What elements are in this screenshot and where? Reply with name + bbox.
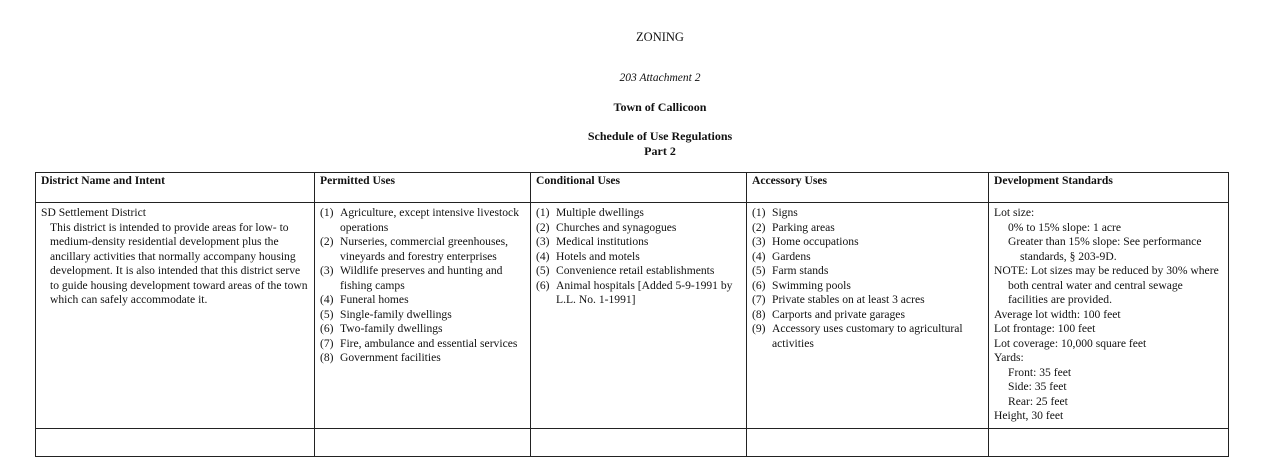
town-name: Town of Callicoon	[613, 100, 707, 114]
column-header: Accessory Uses	[747, 173, 989, 203]
column-header: Conditional Uses	[531, 173, 747, 203]
part-label: Part 2	[644, 144, 676, 158]
list-item: (9) Accessory uses customary to agricultural activities	[752, 322, 963, 350]
list-item: (4) Hotels and motels	[536, 249, 640, 263]
list-item: (4) Funeral homes	[320, 293, 409, 306]
list-item: (1) Multiple dwellings	[536, 206, 644, 219]
table-row	[36, 428, 1229, 456]
list-item: (5) Single-family dwellings	[320, 307, 452, 321]
column-header: District Name and Intent	[36, 173, 315, 203]
list-item: (3) Home occupations	[752, 235, 859, 248]
list-item: (5) Convenience retail establishments	[536, 264, 715, 277]
list-item: (8) Carports and private garages	[752, 307, 905, 321]
list-item: (8) Government facilities	[320, 351, 441, 364]
schedule-title: Schedule of Use Regulations	[587, 129, 733, 143]
accessory-uses-list	[752, 206, 983, 351]
list-item: (6) Swimming pools	[752, 278, 851, 292]
lot-frontage: Lot frontage: 100 feet	[994, 322, 1096, 335]
development-standards	[994, 206, 1223, 424]
district-cell	[36, 203, 315, 429]
conditional-uses-list	[536, 206, 741, 308]
list-item: (3) Medical institutions	[536, 235, 649, 248]
column-header: Development Standards	[989, 173, 1229, 203]
list-item: (6) Animal hospitals [Added 5-9-1991 by L.L. No. 1-1991]	[536, 278, 733, 306]
front-yard: Front: 35 feet	[1008, 365, 1072, 379]
list-item: (1) Agriculture, except intensive livestock operations	[320, 206, 520, 234]
lot-size-note: NOTE: Lot sizes may be reduced by 30% where both central water and central sewage facilities are provided.	[994, 264, 1219, 306]
list-item: (7) Private stables on at least 3 acres	[752, 293, 925, 306]
list-item: (2) Churches and synagogues	[536, 220, 677, 234]
development-standards-cell	[989, 203, 1229, 429]
district-intent: This district is intended to provide areas for low- to medium-density residential development plus the ancillary activities that normally accompany housing development. It is also intended that this district serve to guide housing development toward areas of the town which can safely accommodate it.	[50, 220, 308, 306]
list-item: (6) Two-family dwellings	[320, 322, 443, 335]
list-item: (1) Signs	[752, 206, 798, 219]
lot-coverage: Lot coverage: 10,000 square feet	[994, 336, 1147, 350]
attachment-label: 203 Attachment 2	[619, 72, 701, 84]
rear-yard: Rear: 25 feet	[1008, 394, 1068, 408]
conditional-uses-cell	[531, 203, 747, 429]
list-item: (2) Parking areas	[752, 220, 835, 234]
district-name: SD Settlement District	[41, 206, 146, 219]
table-header-row	[36, 173, 1229, 203]
permitted-uses-list	[320, 206, 525, 366]
list-item: (7) Fire, ambulance and essential services	[320, 336, 518, 350]
average-lot-width: Average lot width: 100 feet	[994, 307, 1121, 321]
list-item: (5) Farm stands	[752, 264, 829, 277]
use-regulations-table	[35, 172, 1229, 457]
slope-low-standard: 0% to 15% slope: 1 acre	[1008, 220, 1122, 234]
accessory-uses-cell	[747, 203, 989, 429]
yards-label: Yards:	[994, 351, 1024, 364]
side-yard: Side: 35 feet	[1008, 380, 1067, 393]
table-row	[36, 203, 1229, 429]
column-header: Permitted Uses	[315, 173, 531, 203]
document-title: ZONING	[636, 30, 684, 44]
list-item: (3) Wildlife preserves and hunting and fishing camps	[320, 264, 503, 292]
height-limit: Height, 30 feet	[994, 409, 1064, 422]
lot-size-label: Lot size:	[994, 206, 1035, 219]
slope-high-standard: Greater than 15% slope: See performance standards, § 203-9D.	[1008, 235, 1202, 263]
list-item: (4) Gardens	[752, 249, 811, 263]
list-item: (2) Nurseries, commercial greenhouses, vineyards and forestry enterprises	[320, 235, 509, 263]
permitted-uses-cell	[315, 203, 531, 429]
